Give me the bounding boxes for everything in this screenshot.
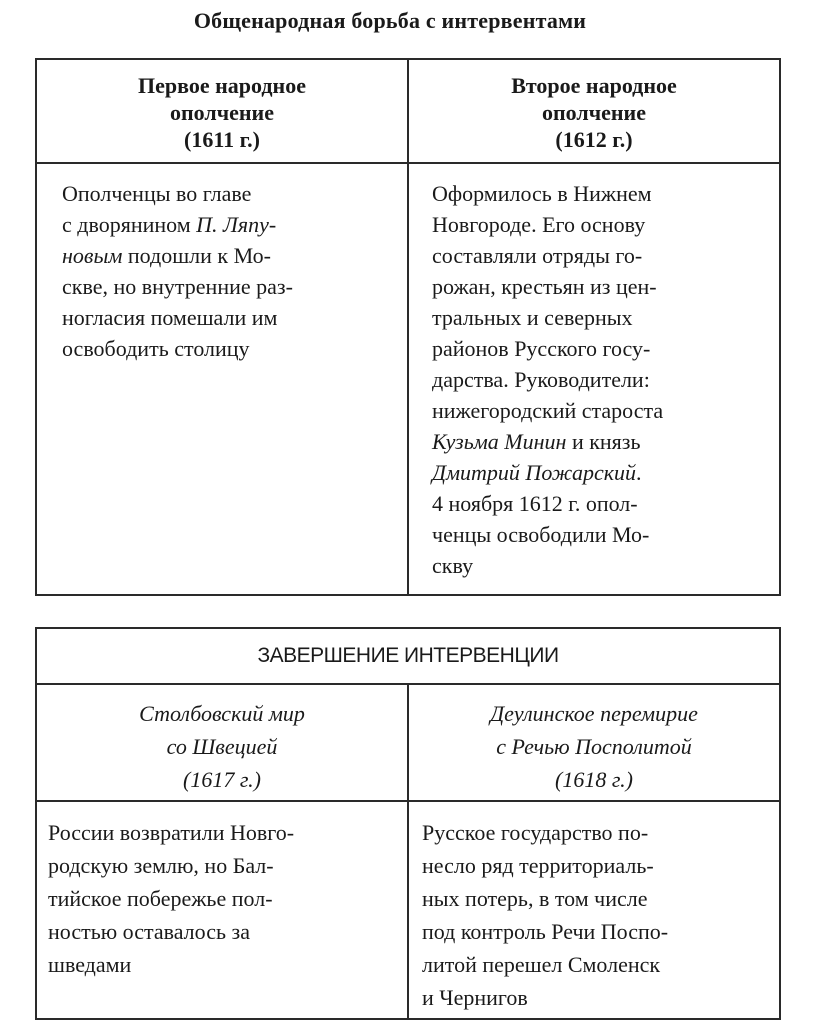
text-segment: подошли к Мо- — [122, 243, 271, 268]
text-segment: под контроль Речи Поспо- — [422, 919, 669, 944]
text-line — [432, 426, 765, 457]
text-segment: ногласия помешали им — [62, 305, 278, 330]
text-segment: Русское государство по- — [422, 820, 649, 845]
text-line — [48, 816, 397, 849]
text-line — [432, 519, 765, 550]
stolbovo-treaty-text — [36, 801, 408, 1019]
text-line — [432, 209, 765, 240]
text-line — [48, 948, 397, 981]
italic-name: Кузьма Минин — [432, 429, 567, 454]
text-segment: скве, но внутренние раз- — [62, 274, 293, 299]
text-segment: с дворянином — [62, 212, 197, 237]
text-segment: освободить столицу — [62, 336, 250, 361]
text-segment: и князь — [566, 429, 641, 454]
second-militia-text — [408, 163, 780, 595]
text-line — [432, 488, 765, 519]
text-line — [432, 550, 765, 581]
text-segment: литой перешел Смоленск — [422, 952, 661, 977]
text-segment: районов Русского госу- — [432, 336, 651, 361]
italic-name: новым — [62, 243, 123, 268]
text-line — [62, 302, 387, 333]
text-line — [62, 271, 387, 302]
text-segment: ных потерь, в том числе — [422, 886, 648, 911]
italic-name: П. Ляпу- — [196, 212, 277, 237]
header-line: ополчение — [541, 100, 647, 125]
text-segment: ностью оставалось за — [48, 919, 250, 944]
header-line: с Речью Посполитой — [496, 734, 692, 759]
first-militia-header — [36, 59, 408, 163]
text-line — [48, 882, 397, 915]
header-line: (1617 г.) — [183, 767, 261, 792]
header-line: ополчение — [169, 100, 275, 125]
text-segment: рожан, крестьян из цен- — [432, 274, 657, 299]
intervention-end-table — [35, 627, 781, 1020]
text-line — [48, 849, 397, 882]
text-line — [432, 240, 765, 271]
header-line: (1611 г.) — [184, 127, 260, 152]
text-segment: тийское побережье пол- — [48, 886, 273, 911]
text-segment: и Чернигов — [422, 985, 528, 1010]
stolbovo-treaty-header — [36, 684, 408, 801]
intervention-end-caption: ЗАВЕРШЕНИЕ ИНТЕРВЕНЦИИ — [36, 628, 780, 684]
first-militia-text — [36, 163, 408, 595]
text-line — [422, 882, 769, 915]
text-line — [422, 816, 769, 849]
deulino-truce-header — [408, 684, 780, 801]
text-segment: родскую землю, но Бал- — [48, 853, 274, 878]
header-line: (1618 г.) — [555, 767, 633, 792]
text-line — [62, 178, 387, 209]
text-segment: Ополченцы во главе — [62, 181, 252, 206]
header-line: (1612 г.) — [555, 127, 633, 152]
text-line — [62, 333, 387, 364]
header-line: Деулинское перемирие — [490, 701, 698, 726]
second-militia-header — [408, 59, 780, 163]
text-line — [422, 849, 769, 882]
page-title: Общенародная борьба с интервентами — [193, 8, 587, 33]
text-line — [432, 333, 765, 364]
text-segment: дарства. Руководители: — [432, 367, 650, 392]
text-segment: шведами — [48, 952, 132, 977]
header-line: Второе народное — [511, 73, 677, 98]
text-segment: несло ряд территориаль- — [422, 853, 654, 878]
text-line — [432, 178, 765, 209]
text-segment: тральных и северных — [432, 305, 633, 330]
text-segment: Новгороде. Его основу — [432, 212, 646, 237]
text-segment: России возвратили Новго- — [48, 820, 295, 845]
header-line: со Швецией — [166, 734, 278, 759]
italic-name: Дмитрий Пожарский — [432, 460, 636, 485]
text-segment: . — [636, 460, 642, 485]
text-line — [422, 948, 769, 981]
text-line — [432, 457, 765, 488]
text-segment: Оформилось в Нижнем — [432, 181, 652, 206]
deulino-truce-text — [408, 801, 780, 1019]
text-line — [432, 364, 765, 395]
text-line — [432, 271, 765, 302]
text-line — [62, 240, 387, 271]
text-line — [422, 915, 769, 948]
text-segment: скву — [432, 553, 474, 578]
text-segment: ченцы освободили Мо- — [432, 522, 650, 547]
text-segment: нижегородский староста — [432, 398, 664, 423]
text-line — [48, 915, 397, 948]
text-segment: составляли отряды го- — [432, 243, 643, 268]
header-line: Первое народное — [138, 73, 306, 98]
header-line: Столбовский мир — [139, 701, 305, 726]
text-segment: 4 ноября 1612 г. опол- — [432, 491, 638, 516]
text-line — [62, 209, 387, 240]
text-line — [422, 981, 769, 1014]
text-line — [432, 395, 765, 426]
militia-table — [35, 58, 781, 596]
text-line — [432, 302, 765, 333]
